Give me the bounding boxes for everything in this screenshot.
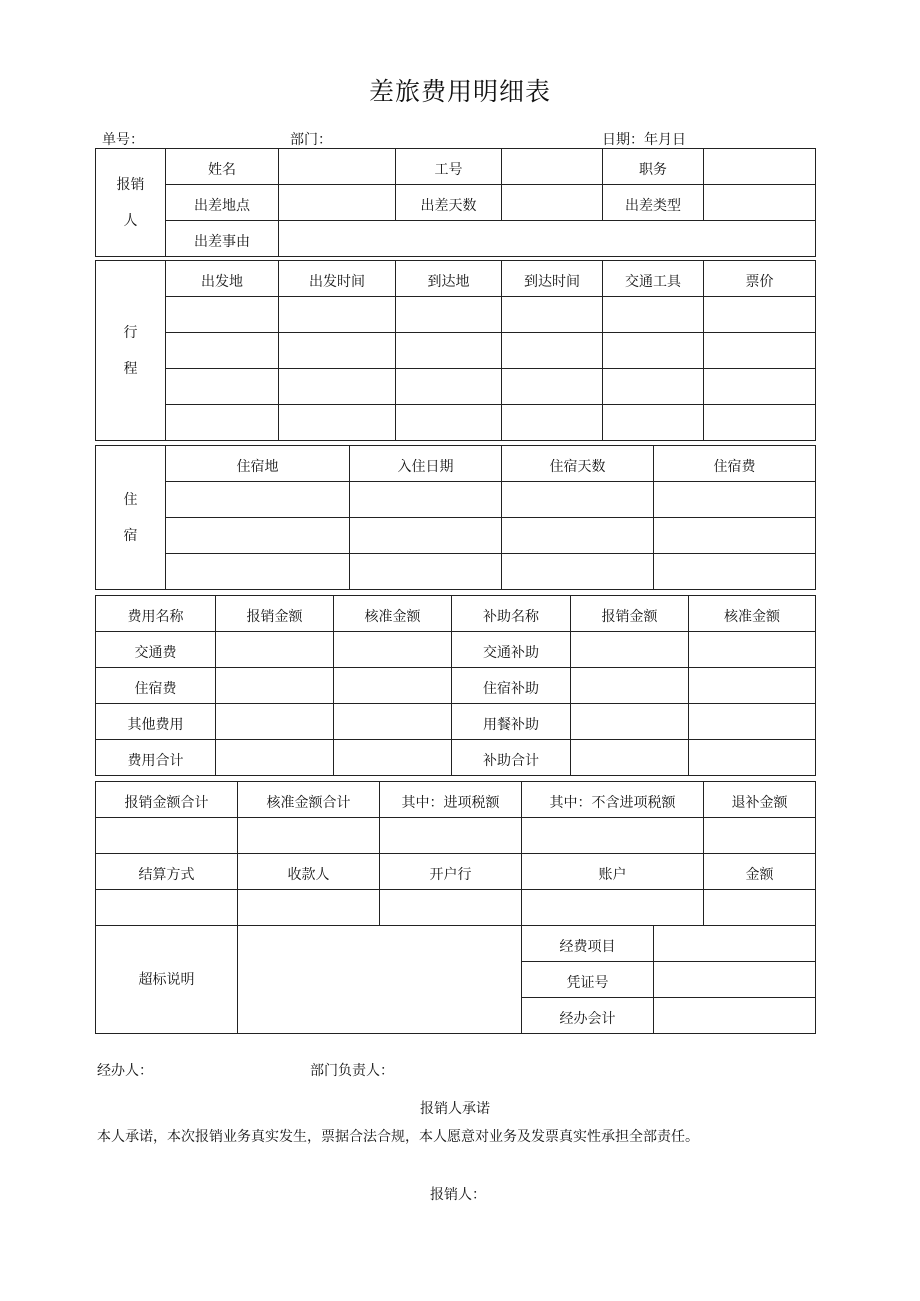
excess-label: 超标说明 — [96, 926, 238, 1034]
itinerary-header: 交通工具 — [603, 261, 704, 297]
table-cell[interactable] — [502, 405, 603, 441]
table-cell[interactable] — [704, 890, 816, 926]
itinerary-row — [96, 297, 816, 333]
claimant-section — [95, 148, 816, 257]
expenses-section — [95, 595, 816, 776]
subsidy-name: 用餐补助 — [452, 704, 571, 740]
lodging-header: 住宿费 — [654, 446, 816, 482]
department-label: 部门： — [290, 132, 332, 148]
totals-header: 其中：不含进项税额 — [522, 782, 704, 818]
table-cell[interactable] — [279, 333, 396, 369]
trip-place-field[interactable] — [279, 185, 396, 221]
totals-header: 退补金额 — [704, 782, 816, 818]
fund-project-field[interactable] — [654, 926, 816, 962]
expense-row — [96, 632, 816, 668]
fee-name: 交通费 — [96, 632, 216, 668]
table-cell[interactable] — [603, 333, 704, 369]
trip-place-label: 出差地点 — [166, 185, 279, 221]
fee-name: 其他费用 — [96, 704, 216, 740]
table-cell[interactable] — [571, 632, 689, 668]
position-label: 职务 — [603, 149, 704, 185]
table-cell[interactable] — [166, 482, 350, 518]
position-field[interactable] — [704, 149, 816, 185]
fee-name: 费用合计 — [96, 740, 216, 776]
itinerary-row — [96, 369, 816, 405]
subsidy-name: 补助合计 — [452, 740, 571, 776]
settlement-header: 金额 — [704, 854, 816, 890]
lodging-header: 住宿天数 — [502, 446, 654, 482]
table-cell[interactable] — [396, 333, 502, 369]
itinerary-row — [96, 405, 816, 441]
settlement-header: 收款人 — [238, 854, 380, 890]
itinerary-header: 票价 — [704, 261, 816, 297]
table-cell[interactable] — [334, 632, 452, 668]
table-cell[interactable] — [704, 405, 816, 441]
table-cell[interactable] — [502, 482, 654, 518]
order-no-label: 单号： — [102, 132, 144, 148]
expense-header: 核准金额 — [689, 596, 816, 632]
itinerary-header: 到达时间 — [502, 261, 603, 297]
handler-label: 经办人： — [97, 1063, 153, 1079]
table-cell[interactable] — [279, 405, 396, 441]
table-cell[interactable] — [502, 333, 603, 369]
itinerary-header: 出发地 — [166, 261, 279, 297]
table-cell[interactable] — [704, 369, 816, 405]
trip-type-field[interactable] — [704, 185, 816, 221]
table-cell[interactable] — [216, 740, 334, 776]
name-label: 姓名 — [166, 149, 279, 185]
table-cell[interactable] — [166, 333, 279, 369]
settlement-row — [96, 890, 816, 926]
table-cell[interactable] — [502, 518, 654, 554]
table-cell[interactable] — [334, 740, 452, 776]
table-cell[interactable] — [522, 818, 704, 854]
table-cell[interactable] — [334, 668, 452, 704]
lodging-row — [96, 518, 816, 554]
table-cell[interactable] — [216, 704, 334, 740]
table-cell[interactable] — [704, 297, 816, 333]
accountant-field[interactable] — [654, 998, 816, 1034]
pledge-title: 报销人承诺 — [420, 1101, 490, 1117]
table-cell[interactable] — [166, 518, 350, 554]
expense-row — [96, 740, 816, 776]
table-cell[interactable] — [704, 818, 816, 854]
trip-days-field[interactable] — [502, 185, 603, 221]
totals-header: 报销金额合计 — [96, 782, 238, 818]
voucher-no-field[interactable] — [654, 962, 816, 998]
table-cell[interactable] — [216, 632, 334, 668]
settlement-header: 结算方式 — [96, 854, 238, 890]
lodging-header: 入住日期 — [350, 446, 502, 482]
itinerary-header: 到达地 — [396, 261, 502, 297]
fee-name: 住宿费 — [96, 668, 216, 704]
table-cell[interactable] — [396, 369, 502, 405]
itinerary-section — [95, 260, 816, 441]
table-cell[interactable] — [502, 369, 603, 405]
table-cell[interactable] — [502, 554, 654, 590]
fund-project-label: 经费项目 — [522, 926, 654, 962]
table-cell[interactable] — [603, 297, 704, 333]
table-cell[interactable] — [654, 482, 816, 518]
table-cell[interactable] — [654, 518, 816, 554]
itinerary-side-label: 行 程 — [96, 261, 166, 441]
name-field[interactable] — [279, 149, 396, 185]
page-title: 差旅费用明细表 — [368, 77, 551, 106]
totals-header: 核准金额合计 — [238, 782, 380, 818]
trip-reason-label: 出差事由 — [166, 221, 279, 257]
lodging-row — [96, 482, 816, 518]
voucher-no-label: 凭证号 — [522, 962, 654, 998]
settlement-header: 开户行 — [380, 854, 522, 890]
table-cell[interactable] — [238, 890, 380, 926]
claimant-side-label: 报销 人 — [96, 149, 166, 257]
table-cell[interactable] — [166, 369, 279, 405]
settlement-header: 账户 — [522, 854, 704, 890]
accountant-label: 经办会计 — [522, 998, 654, 1034]
itinerary-row — [96, 333, 816, 369]
expense-header: 核准金额 — [334, 596, 452, 632]
table-cell[interactable] — [571, 740, 689, 776]
lodging-header: 住宿地 — [166, 446, 350, 482]
lodging-section — [95, 445, 816, 590]
table-cell[interactable] — [350, 518, 502, 554]
table-cell[interactable] — [502, 297, 603, 333]
lodging-side-label: 住 宿 — [96, 446, 166, 590]
lodging-row — [96, 554, 816, 590]
table-cell[interactable] — [396, 297, 502, 333]
table-cell[interactable] — [279, 297, 396, 333]
table-cell[interactable] — [334, 704, 452, 740]
table-cell[interactable] — [603, 369, 704, 405]
table-cell[interactable] — [689, 668, 816, 704]
expense-header: 费用名称 — [96, 596, 216, 632]
expense-header: 补助名称 — [452, 596, 571, 632]
expense-row — [96, 668, 816, 704]
table-cell[interactable] — [571, 668, 689, 704]
totals-row — [96, 818, 816, 854]
table-cell[interactable] — [166, 554, 350, 590]
table-cell[interactable] — [380, 818, 522, 854]
signer-label: 报销人： — [430, 1187, 486, 1203]
excess-field[interactable] — [238, 926, 522, 1034]
emp-no-field[interactable] — [502, 149, 603, 185]
trip-reason-field[interactable] — [279, 221, 816, 257]
table-cell[interactable] — [350, 554, 502, 590]
expense-header: 报销金额 — [216, 596, 334, 632]
table-cell[interactable] — [96, 890, 238, 926]
table-cell[interactable] — [166, 405, 279, 441]
table-cell[interactable] — [350, 482, 502, 518]
table-cell[interactable] — [603, 405, 704, 441]
dept-head-label: 部门负责人： — [310, 1063, 394, 1079]
pledge-text: 本人承诺，本次报销业务真实发生，票据合法合规，本人愿意对业务及发票真实性承担全部责任。 — [97, 1129, 699, 1145]
trip-type-label: 出差类型 — [603, 185, 704, 221]
table-cell[interactable] — [380, 890, 522, 926]
table-cell[interactable] — [279, 369, 396, 405]
totals-header: 其中：进项税额 — [380, 782, 522, 818]
totals-section — [95, 781, 816, 1034]
table-cell[interactable] — [654, 554, 816, 590]
table-cell[interactable] — [216, 668, 334, 704]
subsidy-name: 住宿补助 — [452, 668, 571, 704]
expense-header: 报销金额 — [571, 596, 689, 632]
table-cell[interactable] — [166, 297, 279, 333]
table-cell[interactable] — [704, 333, 816, 369]
table-cell[interactable] — [96, 818, 238, 854]
table-cell[interactable] — [689, 632, 816, 668]
emp-no-label: 工号 — [396, 149, 502, 185]
table-cell[interactable] — [522, 890, 704, 926]
table-cell[interactable] — [689, 704, 816, 740]
table-cell[interactable] — [689, 740, 816, 776]
table-cell[interactable] — [238, 818, 380, 854]
table-cell[interactable] — [571, 704, 689, 740]
date-label: 日期：年月日 — [602, 132, 686, 148]
expense-row — [96, 704, 816, 740]
itinerary-header: 出发时间 — [279, 261, 396, 297]
trip-days-label: 出差天数 — [396, 185, 502, 221]
table-cell[interactable] — [396, 405, 502, 441]
subsidy-name: 交通补助 — [452, 632, 571, 668]
